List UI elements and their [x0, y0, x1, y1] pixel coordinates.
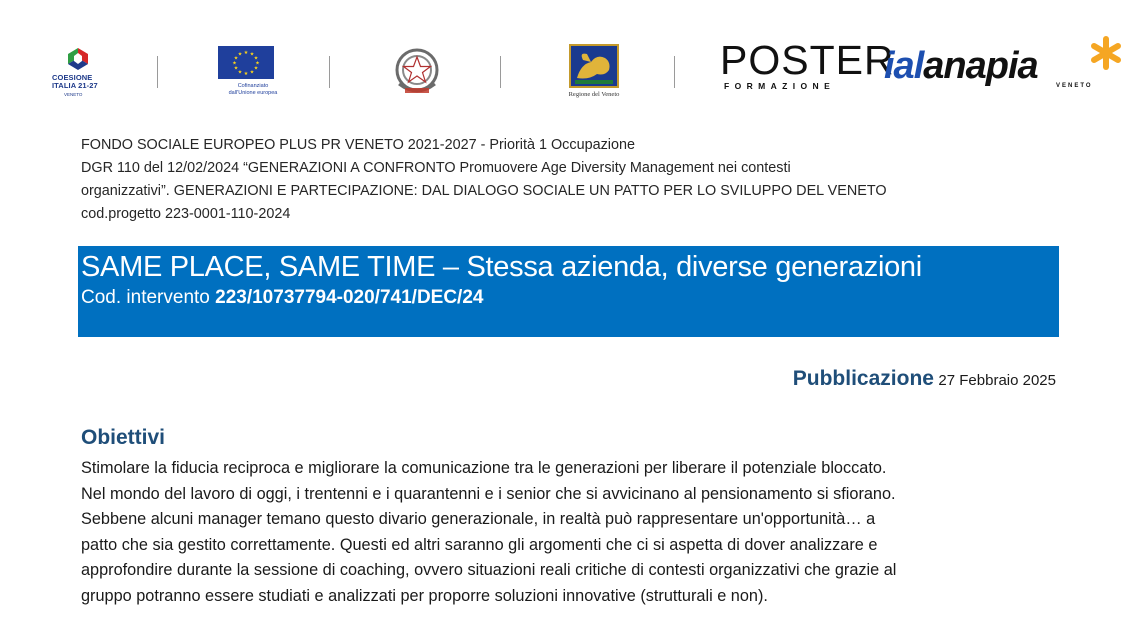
- svg-text:★: ★: [233, 55, 239, 62]
- eu-logo: [218, 46, 282, 98]
- logo-divider: [157, 56, 158, 88]
- header-line-dgr-cont: organizzativi”. GENERAZIONI E PARTECIPAZIONE: DAL DIALOGO SOCIALE UN PATTO PER LO SVILUPPO DEL VENETO: [81, 183, 887, 199]
- svg-text:★: ★: [249, 51, 255, 58]
- poster-tagline: FORMAZIONE: [724, 81, 836, 91]
- objectives-line: patto che sia gestito correttamente. Questi ed altri saranno gli argomenti che ci si aspetta di dover analizzare e: [81, 535, 878, 554]
- italian-republic-emblem-icon: [391, 44, 443, 98]
- coesione-label: COESIONE: [52, 73, 93, 82]
- objectives-line: gruppo potranno essere studiati e analizzati per proporre soluzioni innovative (strutturali e non).: [81, 586, 768, 605]
- ial-wordmark: ial: [884, 45, 924, 87]
- intervention-code-value: 223/10737794-020/741/DEC/24: [215, 287, 484, 308]
- anapia-wordmark: anapia: [923, 45, 1038, 87]
- objectives-line: Stimolare la fiducia reciproca e migliorare la comunicazione tra le generazioni per liberare il potenziale bloccato.: [81, 459, 887, 477]
- project-header: [81, 134, 1081, 226]
- svg-text:★: ★: [232, 60, 237, 67]
- logo-divider: [674, 56, 675, 88]
- objectives-line: Sebbene alcuni manager temano questo divario generazionale, in realtà può rappresentare un'opportunità… a: [81, 510, 876, 528]
- logo-divider: [500, 56, 501, 88]
- svg-text:★: ★: [249, 69, 255, 76]
- svg-text:★: ★: [255, 60, 260, 67]
- objectives-heading: Obiettivi: [81, 426, 166, 449]
- coesione-region: VENETO: [64, 92, 83, 97]
- logo-bar: [0, 0, 1148, 110]
- header-line-dgr: DGR 110 del 12/02/2024 “GENERAZIONI A CONFRONTO Promuovere Age Diversity Management nei contesti: [81, 160, 791, 176]
- poster-formazione-logo: [720, 37, 895, 94]
- header-line-fund: FONDO SOCIALE EUROPEO PLUS PR VENETO 2021-2027 - Priorità 1 Occupazione: [81, 137, 635, 153]
- svg-text:★: ★: [243, 71, 249, 77]
- coesione-icon: [64, 44, 94, 72]
- veneto-caption: Regione del Veneto: [568, 91, 620, 98]
- eu-flag-icon: [218, 46, 274, 79]
- svg-text:★: ★: [237, 51, 243, 58]
- course-title-banner: [78, 246, 1059, 337]
- lion-of-st-mark-icon: [569, 44, 619, 88]
- header-line-project-code: cod.progetto 223-0001-110-2024: [81, 206, 291, 222]
- coesione-sublabel: ITALIA 21-27: [52, 81, 98, 90]
- svg-text:★: ★: [253, 65, 259, 72]
- objectives-body: [81, 456, 1081, 609]
- svg-text:★: ★: [237, 69, 243, 76]
- eu-caption-1: Cofinanziato: [237, 83, 269, 89]
- publication-label: Pubblicazione: [792, 367, 934, 390]
- ialanapia-logo: [884, 36, 1124, 96]
- logo-divider: [329, 56, 330, 88]
- asterisk-star-icon: [1089, 36, 1123, 70]
- svg-text:★: ★: [253, 55, 259, 62]
- intervention-code: [81, 286, 483, 310]
- publication-info: [793, 367, 1056, 391]
- intervention-code-label: Cod. intervento: [81, 287, 216, 308]
- course-title: SAME PLACE, SAME TIME – Stessa azienda, diverse generazioni: [81, 251, 922, 283]
- svg-text:★: ★: [243, 50, 249, 56]
- coesione-italia-logo: [52, 44, 104, 100]
- ialanapia-region: VENETO: [1056, 83, 1093, 89]
- svg-text:★: ★: [233, 65, 239, 72]
- objectives-line: Nel mondo del lavoro di oggi, i trentenni e i quarantenni e i senior che si avvicinano al pensionamento si sfiorano.: [81, 484, 896, 503]
- eu-caption-2: dall'Unione europea: [228, 89, 278, 96]
- poster-wordmark: POSTER: [720, 37, 895, 83]
- regione-veneto-logo: [556, 44, 632, 102]
- publication-date: 27 Febbraio 2025: [938, 372, 1056, 389]
- objectives-line: approfondire durante la sessione di coaching, ovvero situazioni reali critiche di contesti organizzativi che grazie al: [81, 561, 897, 579]
